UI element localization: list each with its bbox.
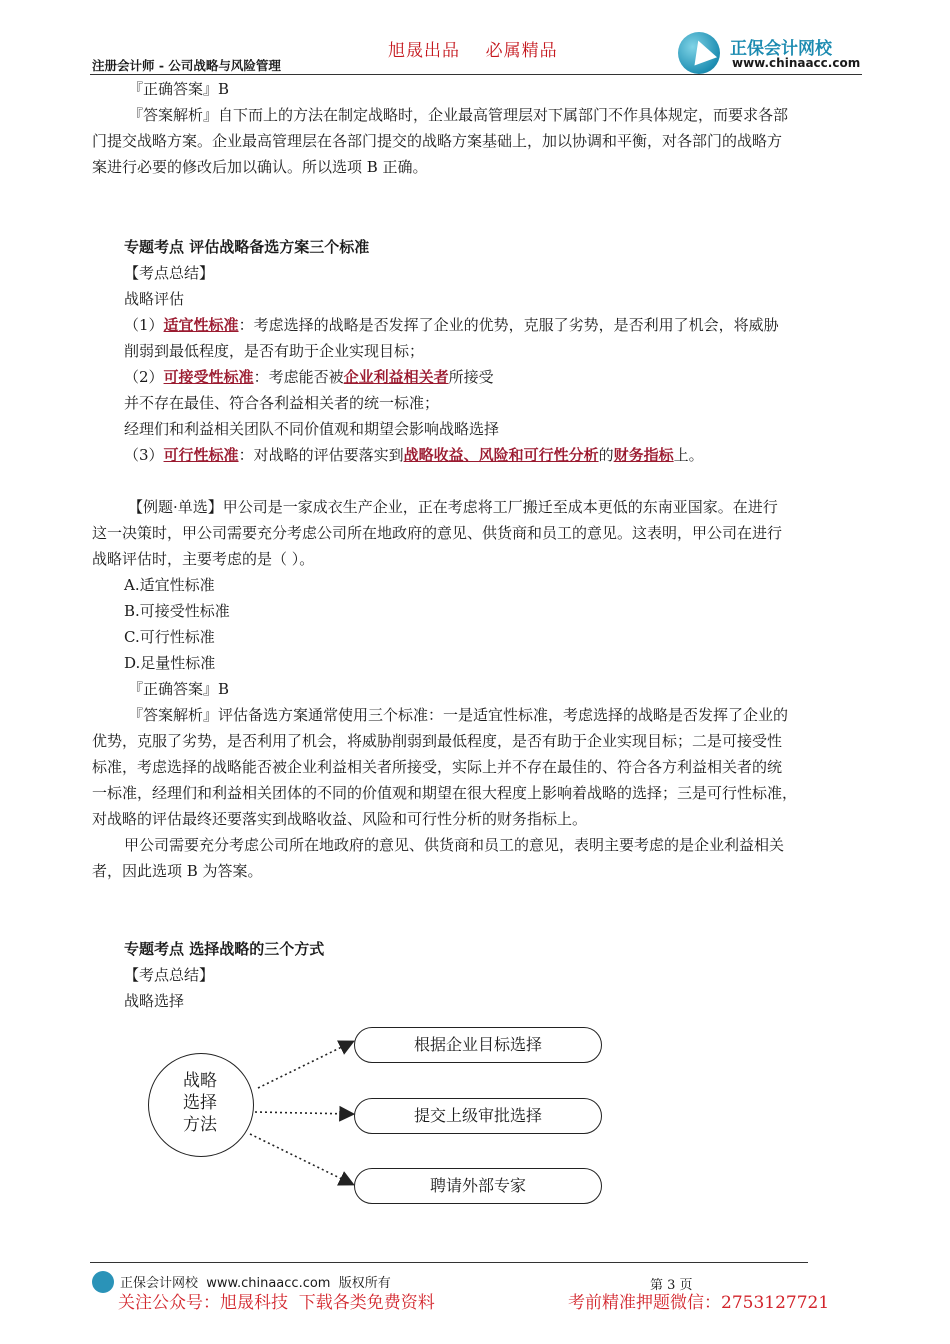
keyword-acceptability: 可接受性标准 — [163, 368, 254, 386]
example-analysis-line1: 『答案解析』评估备选方案通常使用三个标准：一是适宜性标准，考虑选择的战略是否发挥了企业的 — [128, 706, 789, 724]
criterion-3-text: 上。 — [673, 446, 704, 464]
section1-summary: 【考点总结】 — [124, 264, 215, 282]
center-label-line2: 选择 — [183, 1093, 217, 1113]
example-analysis-line7: 者，因此选项 B 为答案。 — [92, 862, 263, 880]
q1-analysis-line1: 『答案解析』自下而上的方法在制定战略时，企业最高管理层对下属部门不作具体规定，而要求各部 — [128, 106, 789, 124]
keyword-financial-indicators: 财务指标 — [613, 446, 674, 464]
header-subject: 注册会计师 - 公司战略与风险管理 — [92, 58, 281, 73]
footer-page-number: 第 3 页 — [650, 1278, 693, 1293]
diagram-box-1: 根据企业目标选择 — [354, 1027, 602, 1063]
criterion-1-line2: 削弱到最低程度，是否有助于企业实现目标； — [124, 342, 425, 360]
footer-copyright: 正保会计网校 www.chinaacc.com 版权所有 — [120, 1276, 391, 1291]
example-answer: 『正确答案』B — [128, 680, 230, 698]
example-question-line3: 战略评估时，主要考虑的是（ ）。 — [92, 550, 315, 568]
q1-analysis-line3: 案进行必要的修改后加以确认。所以选项 B 正确。 — [92, 158, 428, 176]
example-analysis-line6: 甲公司需要充分考虑公司所在地政府的意见、供货商和员工的意见，表明主要考虑的是企业利益相关 — [124, 836, 785, 854]
criterion-2-text: 所接受 — [448, 368, 494, 386]
logo-name: 正保会计网校 — [730, 39, 832, 59]
criterion-1-prefix: （1） — [124, 316, 164, 334]
keyword-feasibility: 可行性标准 — [163, 446, 239, 464]
center-label-line1: 战略 — [183, 1071, 217, 1091]
keyword-stakeholders: 企业利益相关者 — [343, 368, 449, 386]
footer-logo-icon — [92, 1271, 114, 1293]
section2-topic: 战略选择 — [124, 992, 185, 1010]
criterion-2-line3: 经理们和利益相关团队不同价值观和期望会影响战略选择 — [124, 420, 500, 438]
logo-url: www.chinaacc.com — [732, 56, 861, 70]
header-slogan: 旭晟出品 必属精品 — [388, 41, 558, 61]
section2-summary: 【考点总结】 — [124, 966, 215, 984]
option-b: B.可接受性标准 — [124, 602, 230, 620]
diagram-box-2: 提交上级审批选择 — [354, 1098, 602, 1134]
criterion-1-text: ：考虑选择的战略是否发挥了企业的优势，克服了劣势，是否利用了机会，将威胁 — [238, 316, 779, 334]
section2-title: 专题考点 选择战略的三个方式 — [124, 940, 325, 958]
keyword-strategy-analysis: 战略收益、风险和可行性分析 — [403, 446, 599, 464]
option-c: C.可行性标准 — [124, 628, 215, 646]
diagram-center-label — [152, 1070, 248, 1136]
arrow-to-box3 — [250, 1134, 352, 1184]
option-a: A.适宜性标准 — [124, 576, 215, 594]
keyword-suitability: 适宜性标准 — [163, 316, 239, 334]
footer-promo-right: 考前精准押题微信：2753127721 — [568, 1293, 830, 1313]
section1-title: 专题考点 评估战略备选方案三个标准 — [124, 238, 370, 256]
example-analysis-line4: 一标准，经理们和利益相关团体的不同的价值观和期望在很大程度上影响着战略的选择；三是可行性标准， — [92, 784, 798, 802]
q1-analysis-line2: 门提交战略方案。企业最高管理层在各部门提交的战略方案基础上，加以协调和平衡，对各部门的战略方 — [92, 132, 783, 150]
example-question-line1: 【例题·单选】甲公司是一家成衣生产企业，正在考虑将工厂搬迁至成本更低的东南亚国家。在进行 — [128, 498, 778, 516]
section1-topic: 战略评估 — [124, 290, 185, 308]
center-label-line3: 方法 — [183, 1115, 217, 1135]
criterion-2-line2: 并不存在最佳、符合各利益相关者的统一标准； — [124, 394, 440, 412]
criterion-3-mid2: 的 — [598, 446, 614, 464]
q1-answer: 『正确答案』B — [128, 80, 230, 98]
arrow-to-box2 — [255, 1112, 352, 1114]
criterion-2-prefix: （2） — [124, 368, 164, 386]
example-question-line2: 这一决策时，甲公司需要充分考虑公司所在地政府的意见、供货商和员工的意见。这表明，甲公司在进行 — [92, 524, 783, 542]
arrow-to-box1 — [258, 1042, 352, 1088]
example-analysis-line3: 标准，考虑选择的战略能否被企业利益相关者所接受，实际上并不存在最佳的、符合各方利益相关者的统 — [92, 758, 783, 776]
criterion-3-prefix: （3） — [124, 446, 164, 464]
example-analysis-line5: 对战略的评估最终还要落实到战略收益、风险和可行性分析的财务指标上。 — [92, 810, 588, 828]
option-d: D.足量性标准 — [124, 654, 216, 672]
footer-promo-left: 关注公众号：旭晟科技 下载各类免费资料 — [118, 1293, 435, 1313]
diagram-box-3: 聘请外部专家 — [354, 1168, 602, 1204]
footer-divider — [90, 1262, 808, 1263]
criterion-3-mid: ：对战略的评估要落实到 — [238, 446, 404, 464]
example-analysis-line2: 优势，克服了劣势，是否利用了机会，将威胁削弱到最低程度，是否有助于企业实现目标；二是可接受性 — [92, 732, 783, 750]
criterion-2-mid: ：考虑能否被 — [253, 368, 344, 386]
